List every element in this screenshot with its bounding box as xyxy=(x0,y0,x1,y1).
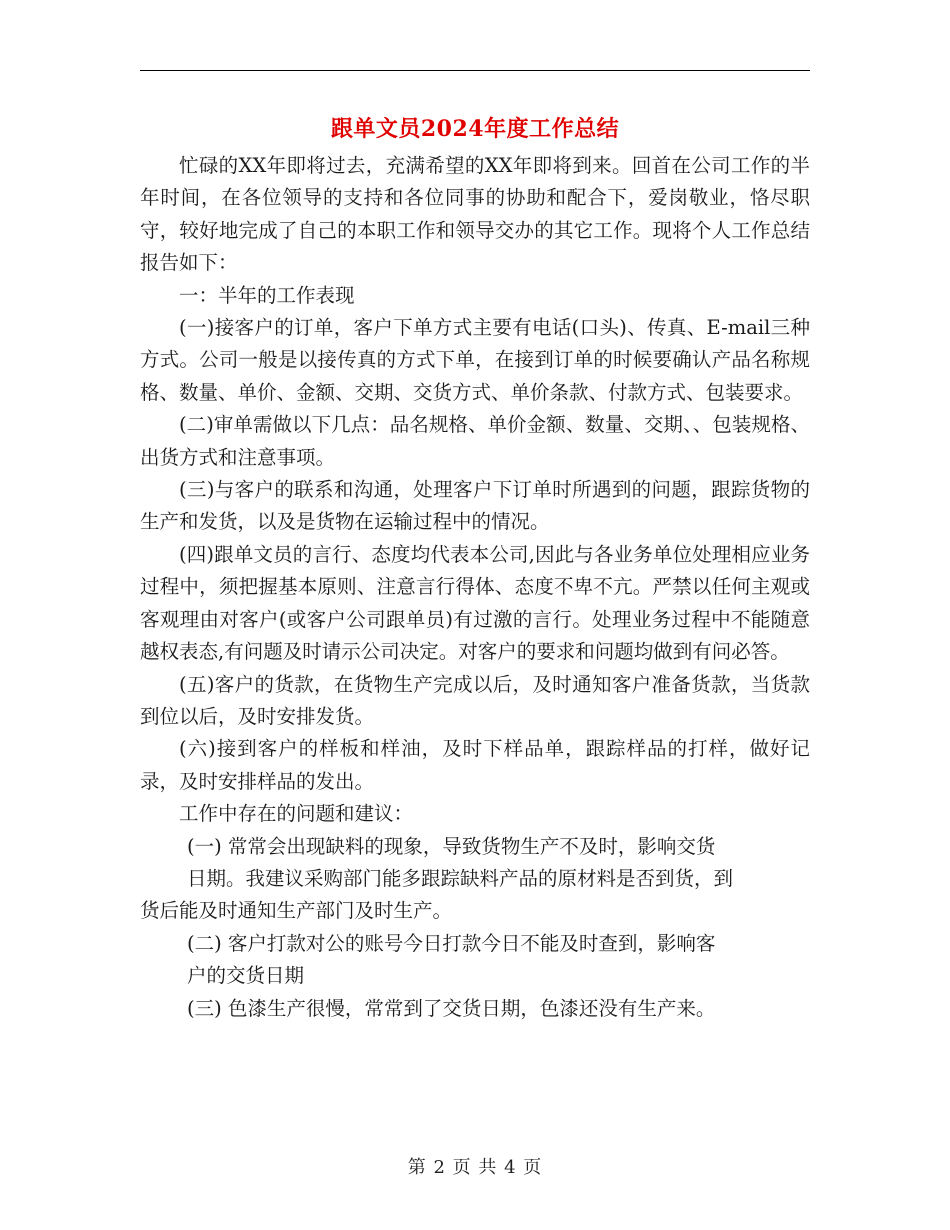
item-4-paragraph: (四)跟单文员的言行、态度均代表本公司,因此与各业务单位处理相应业务过程中，须把握基本原则、注意言行得体、态度不卑不亢。严禁以任何主观或客观理由对客户(或客户公司跟单员)有过激的言行。处理业务过程中不能随意越权表态,有问题及时请示公司决定。对客户的要求和问题均做到有问必答。 xyxy=(140,542,810,664)
item-1-paragraph: (一)接客户的订单，客户下单方式主要有电话(口头)、传真、E-mail三种方式。公司一般是以接传真的方式下单，在接到订单的时候要确认产品名称规格、数量、单价、金额、交期、交货方式、单价条款、付款方式、包装要求。 xyxy=(140,316,810,404)
issue-3-line-1: (三) 色漆生产很慢，常常到了交货日期，色漆还没有生产来。 xyxy=(187,996,716,1020)
issue-1-line-2: 日期。我建议采购部门能多跟踪缺料产品的原材料是否到货，到 xyxy=(187,866,734,890)
document-body xyxy=(140,150,810,1025)
page-number: 第 2 页 共 4 页 xyxy=(407,1157,543,1178)
item-2-paragraph: (二)审单需做以下几点：品名规格、单价金额、数量、交期、、包装规格、出货方式和注意事项。 xyxy=(140,413,810,469)
item-5-paragraph: (五)客户的货款，在货物生产完成以后，及时通知客户准备货款，当货款到位以后，及时安排发货。 xyxy=(140,672,810,728)
issue-3 xyxy=(140,993,810,1025)
document-title: 跟单文员2024年度工作总结 xyxy=(330,116,620,142)
issue-1-line-3: 货后能及时通知生产部门及时生产。 xyxy=(140,899,453,923)
issue-1-line-1: (一) 常常会出现缺料的现象，导致货物生产不及时，影响交货 xyxy=(187,834,716,858)
issue-2 xyxy=(140,928,810,993)
issue-2-line-2: 户的交货日期 xyxy=(187,964,305,988)
header-rule xyxy=(140,70,810,71)
issue-2-line-1: (二) 客户打款对公的账号今日打款今日不能及时查到，影响客 xyxy=(187,931,716,955)
section-heading: 一：半年的工作表现 xyxy=(179,283,355,307)
item-3-paragraph: (三)与客户的联系和沟通，处理客户下订单时所遇到的问题，跟踪货物的生产和发货，以及是货物在运输过程中的情况。 xyxy=(140,478,810,534)
intro-paragraph: 忙碌的XX年即将过去，充满希望的XX年即将到来。回首在公司工作的半年时间，在各位领导的支持和各位同事的协助和配合下，爱岗敬业，恪尽职守，较好地完成了自己的本职工作和领导交办的其它工作。现将个人工作总结报告如下： xyxy=(140,154,810,275)
item-6-paragraph: (六)接到客户的样板和样油，及时下样品单，跟踪样品的打样，做好记录，及时安排样品的发出。 xyxy=(140,737,810,793)
issue-1 xyxy=(140,831,810,928)
issues-heading: 工作中存在的问题和建议： xyxy=(179,802,414,826)
